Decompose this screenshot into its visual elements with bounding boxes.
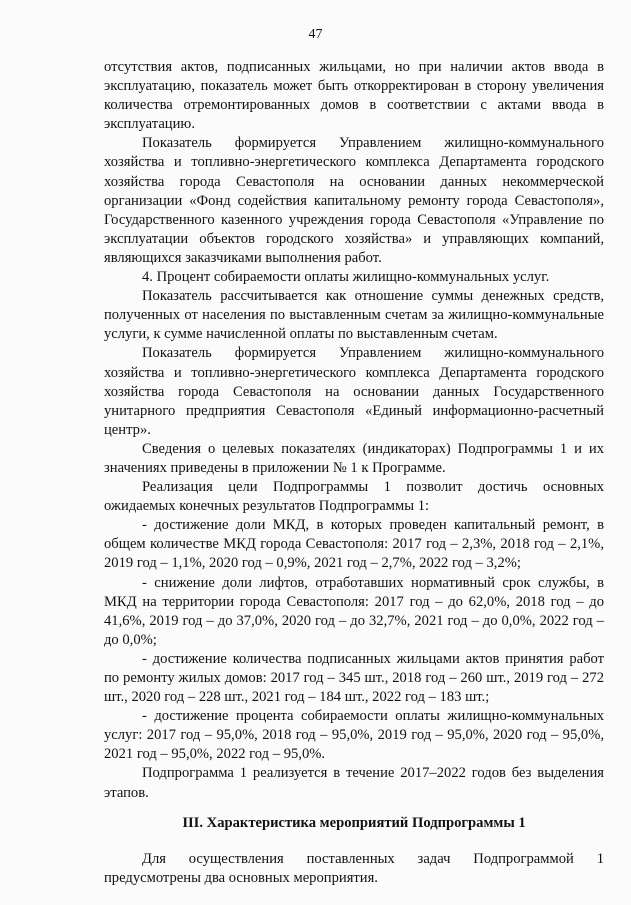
document-body bbox=[104, 58, 604, 888]
section-heading: III. Характеристика мероприятий Подпрограммы 1 bbox=[182, 814, 526, 831]
list-item-capital-repair-share: - достижение доли МКД, в которых проведен капитальный ремонт, в общем количестве МКД города Севастополя: 2017 год – 2,3%, 2018 год – 2,1%, 2019 год – 1,1%, 2020 год – 0,9%, 2021 год – 2,7%, 2022 год – 3,2%; bbox=[104, 517, 604, 572]
paragraph-target-indicators: Сведения о целевых показателях (индикаторах) Подпрограммы 1 и их значениях приведены в приложении № 1 к Программе. bbox=[104, 440, 604, 476]
paragraph-indicator-4-title: 4. Процент собираемости оплаты жилищно-коммунальных услуг. bbox=[142, 269, 550, 286]
paragraph-main-activities: Для осуществления поставленных задач Подпрограммой 1 предусмотрены два основных мероприятия. bbox=[104, 850, 604, 886]
list-item-payment-collection: - достижение процента собираемости оплаты жилищно-коммунальных услуг: 2017 год – 95,0%, 2018 год – 95,0%, 2019 год – 95,0%, 2020 год – 95,0%, 2021 год – 95,0%, 2022 год – 95,0%. bbox=[104, 708, 604, 763]
paragraph-indicator-source-4: Показатель формируется Управлением жилищно-коммунального хозяйства и топливно-энергетического комплекса Департамента городского хозяйства города Севастополя на основании данных Государственного унитарного предприятия Севастополя «Единый информационно-расчетный центр». bbox=[104, 345, 604, 438]
list-item-signed-acts: - достижение количества подписанных жильцами актов принятия работ по ремонту жилых домов: 2017 год – 345 шт., 2018 год – 260 шт., 2019 год – 272 шт., 2020 год – 228 шт., 2021 год – 184 шт., 2022 год – 183 шт.; bbox=[104, 650, 604, 706]
page-number: 47 bbox=[308, 27, 323, 42]
paragraph-continuation: отсутствия актов, подписанных жильцами, но при наличии актов ввода в эксплуатацию, показатель может быть откорректирован в сторону увеличения количества отремонтированных домов в соответствии с актами ввода в эксплуатацию. bbox=[104, 59, 604, 133]
paragraph-expected-results-intro: Реализация цели Подпрограммы 1 позволит достичь основных ожидаемых конечных результатов Подпрограммы 1: bbox=[104, 479, 604, 515]
paragraph-implementation-period: Подпрограмма 1 реализуется в течение 2017–2022 годов без выделения этапов. bbox=[104, 765, 604, 801]
list-item-elevator-share: - снижение доли лифтов, отработавших нормативный срок службы, в МКД на территории города Севастополя: 2017 год – до 62,0%, 2018 год – до 41,6%, 2019 год – до 37,0%, 2020 год – до 32,7%, 2021 год – до 0,0%, 2022 год – до 0,0%; bbox=[104, 574, 604, 648]
paragraph-indicator-source-3: Показатель формируется Управлением жилищно-коммунального хозяйства и топливно-энергетического комплекса Департамента городского хозяйства города Севастополя на основании данных некоммерческой организации «Фонд содействия капитальному ремонту города Севастополя», Государственного казенного учреждения города Севастополя «Управление по эксплуатации объектов городского хозяйства» и управляющих компаний, являющихся заказчиками выполнения работ. bbox=[104, 135, 604, 266]
paragraph-indicator-4-formula: Показатель рассчитывается как отношение суммы денежных средств, полученных от населения по выставленным счетам за жилищно-коммунальные услуги, к сумме начисленной оплаты по выставленным счетам. bbox=[104, 288, 604, 343]
